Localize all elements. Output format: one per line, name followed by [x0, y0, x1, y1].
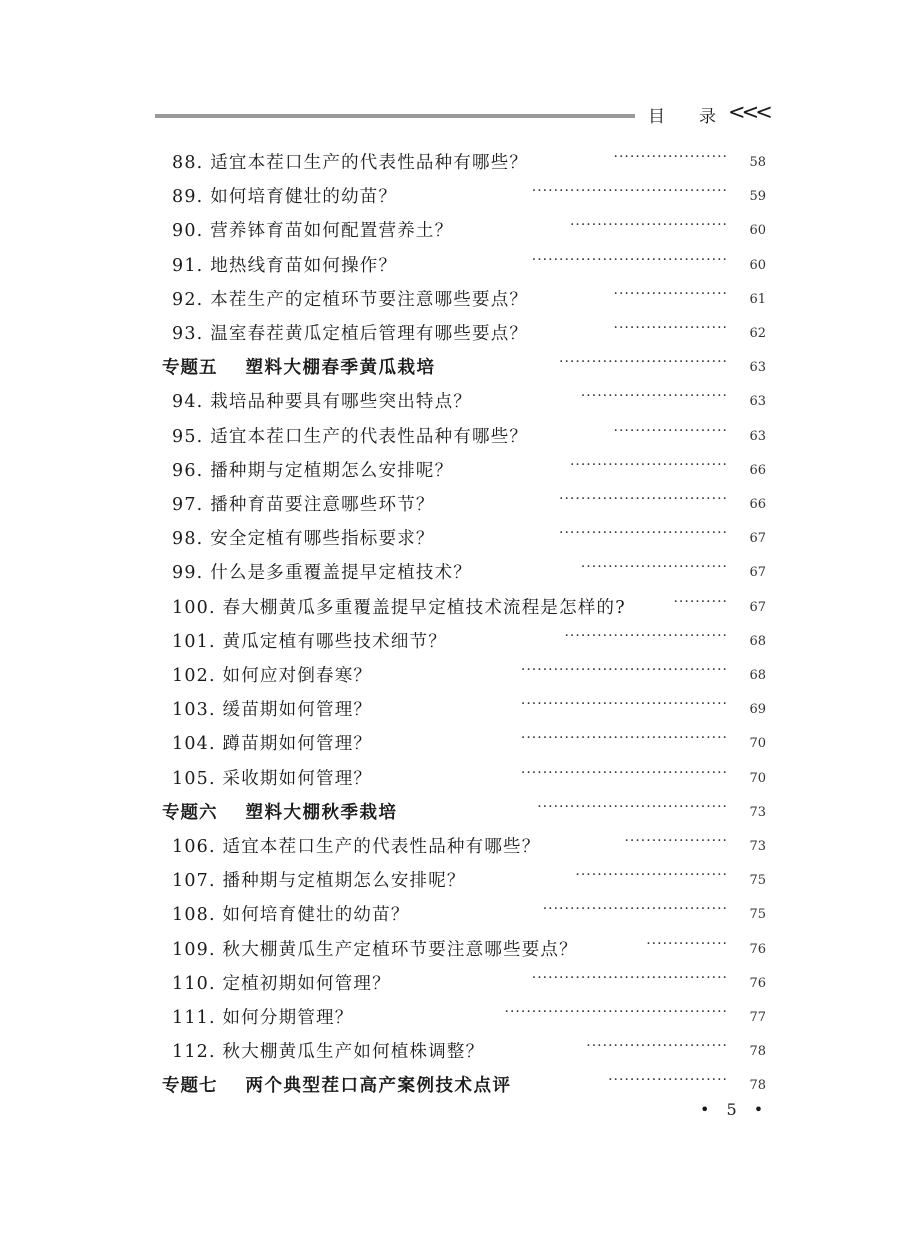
header-title: 目 录 — [648, 107, 716, 127]
toc-entry-text: 89. 如何培育健壮的幼苗？ — [172, 187, 398, 208]
toc-entry-text: 105. 采收期如何管理？ — [172, 768, 373, 789]
toc-entry-text: 101. 黄瓜定植有哪些技术细节？ — [172, 631, 447, 652]
toc-entry-row[interactable] — [0, 213, 914, 247]
toc-entry-text: 97. 播种育苗要注意哪些环节？ — [172, 495, 435, 515]
section-title: 两个典型茬口高产案例技术点评 — [245, 1076, 512, 1097]
toc-entry-row[interactable] — [0, 384, 914, 418]
section-label: 专题五 — [162, 358, 218, 379]
toc-page-number: 60 — [749, 257, 766, 273]
toc-entry-row[interactable] — [0, 316, 914, 350]
page-number: • 5 • — [700, 1100, 770, 1119]
toc-entry-row[interactable] — [0, 487, 914, 521]
toc-entry-text: 94. 栽培品种要具有哪些突出特点？ — [172, 392, 472, 413]
toc-page-number: 61 — [749, 291, 766, 307]
toc-page-number: 59 — [749, 189, 766, 205]
toc-entry-row[interactable] — [0, 932, 914, 966]
toc-entry-row[interactable] — [0, 863, 914, 897]
leader-dots: ······················ — [608, 1072, 728, 1089]
toc-entry-text: 102. 如何应对倒春寒？ — [172, 666, 373, 686]
toc-entry-text: 107. 播种期与定植期怎么安排呢？ — [172, 871, 466, 892]
toc-entry-row[interactable] — [0, 145, 914, 179]
toc-entry-text: 112. 秋大棚黄瓜生产如何植株调整？ — [172, 1042, 485, 1063]
leader-dots: ···································· — [531, 183, 728, 200]
leader-dots: ········································· — [504, 1004, 728, 1020]
toc-entry-text: 100. 春大棚黄瓜多重覆盖提早定植技术流程是怎样的? — [172, 597, 626, 618]
toc-entry-text: 111. 如何分期管理？ — [172, 1008, 354, 1028]
toc-entry-row[interactable] — [0, 555, 914, 589]
leader-dots: ··············· — [646, 935, 728, 952]
toc-entry-row[interactable] — [0, 419, 914, 453]
leader-dots: ······························· — [559, 354, 728, 371]
toc-page-number: 67 — [749, 531, 766, 547]
toc-page-number: 63 — [749, 360, 766, 376]
toc-entry-row[interactable] — [0, 726, 914, 760]
leader-dots: ······································ — [520, 764, 728, 781]
toc-entry-row[interactable] — [0, 590, 914, 624]
toc-page-number: 63 — [749, 394, 766, 410]
toc-entry-row[interactable] — [0, 179, 914, 213]
toc-page-number: 60 — [749, 223, 766, 239]
leader-dots: ······································ — [520, 730, 728, 747]
toc-section-row[interactable] — [0, 350, 914, 384]
leader-dots: ·········· — [673, 593, 728, 610]
toc-page-number: 68 — [749, 633, 766, 649]
leader-dots: ······························ — [564, 627, 728, 644]
leader-dots: ····················· — [613, 320, 728, 336]
toc-entry-text: 92. 本茬生产的定植环节要注意哪些要点？ — [172, 289, 529, 310]
toc-page-number: 78 — [749, 1044, 766, 1060]
leader-dots: ·································· — [542, 901, 728, 918]
section-label: 专题七 — [162, 1076, 218, 1097]
leader-dots: ····················· — [613, 285, 728, 302]
toc-page-number: 70 — [749, 770, 766, 786]
leader-dots: ······························· — [559, 491, 728, 507]
toc-entry-row[interactable] — [0, 624, 914, 658]
toc-entry-row[interactable] — [0, 692, 914, 726]
toc-page-number: 77 — [749, 1010, 766, 1025]
leader-dots: ···························· — [575, 867, 728, 884]
toc-entry-text: 98. 安全定植有哪些指标要求？ — [172, 529, 435, 550]
leader-dots: ····························· — [569, 456, 728, 473]
toc-section-heading — [162, 799, 398, 825]
toc-entry-text: 109. 秋大棚黄瓜生产定植环节要注意哪些要点？ — [172, 939, 578, 960]
leader-dots: ······································ — [520, 662, 728, 678]
toc-entry-text: 106. 适宜本茬口生产的代表性品种有哪些？ — [172, 837, 541, 857]
toc-section-row[interactable] — [0, 1068, 914, 1102]
toc-section-row[interactable] — [0, 795, 914, 829]
toc-page-number: 66 — [749, 497, 766, 512]
toc-entry-text: 93. 温室春茬黄瓜定植后管理有哪些要点？ — [172, 324, 529, 344]
toc-page-number: 76 — [749, 941, 766, 957]
leader-dots: ··················· — [624, 833, 728, 849]
section-title: 塑料大棚春季黄瓜栽培 — [245, 358, 436, 379]
toc-page-number: 67 — [749, 599, 766, 615]
toc-entry-row[interactable] — [0, 1034, 914, 1068]
toc-entry-row[interactable] — [0, 248, 914, 282]
toc-entry-text: 95. 适宜本茬口生产的代表性品种有哪些？ — [172, 426, 529, 447]
toc-entry-text: 88. 适宜本茬口生产的代表性品种有哪些？ — [172, 153, 529, 173]
leader-dots: ······························· — [559, 525, 728, 542]
toc-entry-text: 104. 蹲苗期如何管理？ — [172, 734, 373, 755]
toc-entry-row[interactable] — [0, 453, 914, 487]
toc-page-number: 75 — [749, 907, 766, 923]
toc-section-heading — [162, 1072, 512, 1098]
toc-page-number: 68 — [749, 668, 766, 683]
toc-entry-row[interactable] — [0, 761, 914, 795]
section-title: 塑料大棚秋季栽培 — [245, 802, 398, 823]
toc-entry-row[interactable] — [0, 1000, 914, 1034]
leader-dots: ····························· — [569, 217, 728, 234]
toc-page-number: 76 — [749, 975, 766, 991]
toc-entry-text: 103. 缓苗期如何管理？ — [172, 700, 373, 721]
toc-page-number: 78 — [749, 1078, 766, 1094]
toc-entry-row[interactable] — [0, 521, 914, 555]
chevrons-left-icon: <<< — [728, 100, 769, 124]
toc-entry-row[interactable] — [0, 829, 914, 863]
header-rule — [155, 114, 635, 118]
toc-entry-text: 108. 如何培育健壮的幼苗？ — [172, 905, 410, 926]
toc-entry-row[interactable] — [0, 658, 914, 692]
toc-page-number: 75 — [749, 873, 766, 889]
toc-entry-text: 110. 定植初期如何管理？ — [172, 973, 391, 994]
leader-dots: ····················· — [613, 422, 728, 439]
toc-entry-text: 96. 播种期与定植期怎么安排呢？ — [172, 460, 454, 481]
toc-page-number: 67 — [749, 565, 766, 581]
toc-page-number: 66 — [749, 462, 766, 478]
toc-page-number: 58 — [749, 155, 766, 170]
toc-entry-text: 91. 地热线育苗如何操作？ — [172, 255, 398, 276]
section-label: 专题六 — [162, 802, 218, 823]
toc-page-number: 69 — [749, 702, 766, 718]
toc-entry-text: 99. 什么是多重覆盖提早定植技术？ — [172, 563, 472, 584]
toc-page-number: 73 — [749, 839, 766, 854]
toc-entry-row[interactable] — [0, 282, 914, 316]
running-header — [0, 100, 914, 130]
toc-page-number: 70 — [749, 736, 766, 752]
leader-dots: ···································· — [531, 251, 728, 268]
leader-dots: ··································· — [537, 798, 728, 815]
leader-dots: ···································· — [531, 969, 728, 986]
toc-page-number: 63 — [749, 428, 766, 444]
leader-dots: ····················· — [613, 149, 728, 165]
toc-section-heading — [162, 354, 436, 380]
toc-entry-row[interactable] — [0, 897, 914, 931]
leader-dots: ··························· — [580, 388, 728, 405]
toc-entry-text: 90. 营养钵育苗如何配置营养土？ — [172, 221, 454, 242]
leader-dots: ·························· — [586, 1038, 728, 1055]
toc-page-number: 73 — [749, 804, 766, 820]
leader-dots: ··························· — [580, 559, 728, 576]
leader-dots: ······································ — [520, 696, 728, 713]
toc-entry-row[interactable] — [0, 966, 914, 1000]
toc-page-number: 62 — [749, 326, 766, 341]
